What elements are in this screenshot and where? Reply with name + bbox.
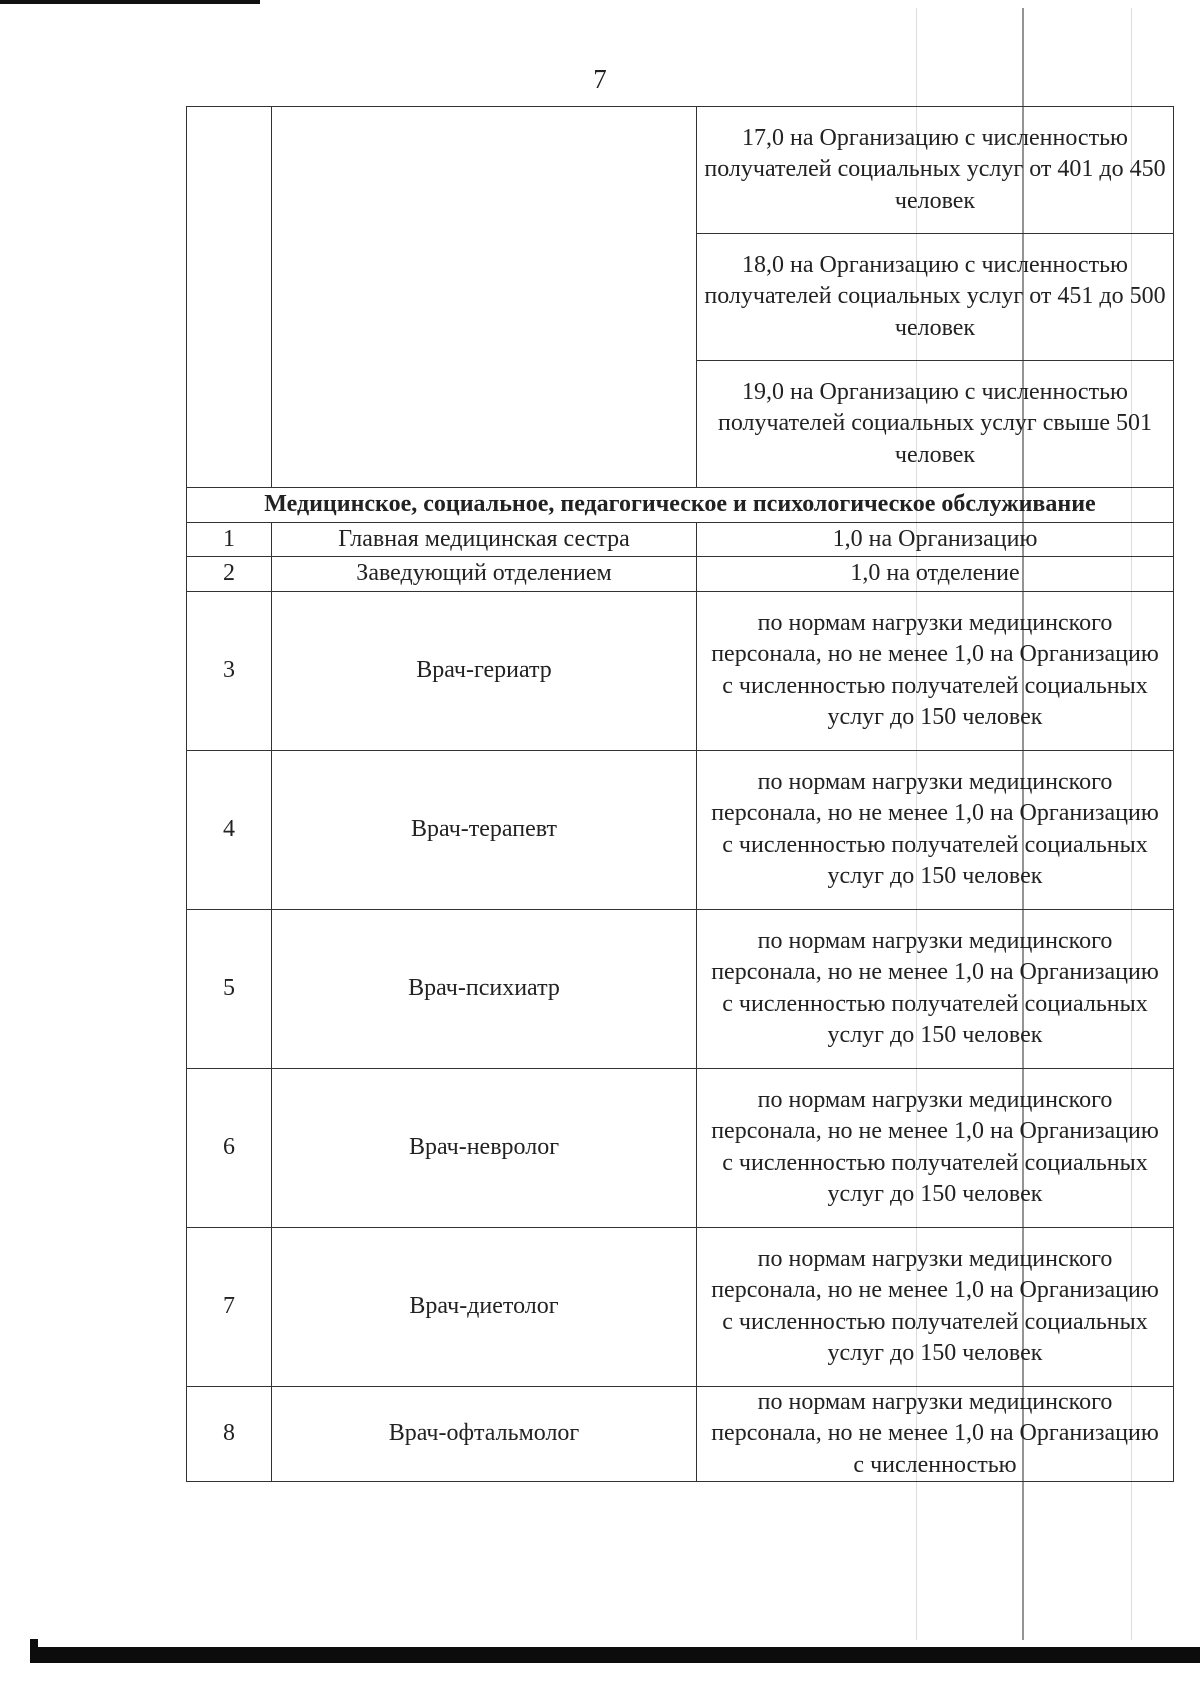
row-number-cell: 6 xyxy=(187,1068,272,1227)
norm-cell: 1,0 на отделение xyxy=(697,557,1174,592)
staffing-table xyxy=(186,106,1174,1482)
table-row xyxy=(187,591,1174,750)
row-number-cell: 4 xyxy=(187,750,272,909)
table-row xyxy=(187,557,1174,592)
position-cell: Врач-офтальмолог xyxy=(272,1386,697,1482)
norm-cell: по нормам нагрузки медицинского персонала, но не менее 1,0 на Организацию с численностью получателей социальных услуг до 150 человек xyxy=(697,1068,1174,1227)
table-row xyxy=(187,750,1174,909)
norm-cell: 17,0 на Организацию с численностью получателей социальных услуг от 401 до 450 человек xyxy=(697,107,1174,234)
continuation-row xyxy=(187,107,1174,234)
position-cell: Врач-гериатр xyxy=(272,591,697,750)
scan-bottom-band-cap xyxy=(30,1639,38,1663)
norm-cell: 18,0 на Организацию с численностью получателей социальных услуг от 451 до 500 человек xyxy=(697,234,1174,361)
table-row xyxy=(187,522,1174,557)
norm-cell: по нормам нагрузки медицинского персонала, но не менее 1,0 на Организацию с численностью получателей социальных услуг до 150 человек xyxy=(697,750,1174,909)
position-cell: Врач-терапевт xyxy=(272,750,697,909)
scan-bottom-band xyxy=(30,1647,1200,1663)
section-heading: Медицинское, социальное, педагогическое и психологическое обслуживание xyxy=(187,488,1174,523)
norm-cell: 1,0 на Организацию xyxy=(697,522,1174,557)
row-number-cell: 3 xyxy=(187,591,272,750)
position-cell xyxy=(272,107,697,488)
position-cell: Врач-невролог xyxy=(272,1068,697,1227)
position-cell: Заведующий отделением xyxy=(272,557,697,592)
row-number-cell xyxy=(187,107,272,488)
page-number: 7 xyxy=(593,64,607,94)
position-cell: Главная медицинская сестра xyxy=(272,522,697,557)
section-heading-row xyxy=(187,488,1174,523)
top-edge-mark xyxy=(0,0,260,4)
row-number-cell: 5 xyxy=(187,909,272,1068)
norm-cell: по нормам нагрузки медицинского персонала, но не менее 1,0 на Организацию с численностью получателей социальных услуг до 150 человек xyxy=(697,591,1174,750)
norm-cell: 19,0 на Организацию с численностью получателей социальных услуг свыше 501 человек xyxy=(697,361,1174,488)
table-row xyxy=(187,909,1174,1068)
row-number-cell: 7 xyxy=(187,1227,272,1386)
position-cell: Врач-психиатр xyxy=(272,909,697,1068)
position-cell: Врач-диетолог xyxy=(272,1227,697,1386)
table-row xyxy=(187,1386,1174,1482)
norm-cell: по нормам нагрузки медицинского персонала, но не менее 1,0 на Организацию с численностью получателей социальных услуг до 150 человек xyxy=(697,909,1174,1068)
table-row xyxy=(187,1068,1174,1227)
norm-cell: по нормам нагрузки медицинского персонала, но не менее 1,0 на Организацию с численностью получателей социальных услуг до 150 человек xyxy=(697,1227,1174,1386)
table-row xyxy=(187,1227,1174,1386)
row-number-cell: 1 xyxy=(187,522,272,557)
norm-cell: по нормам нагрузки медицинского персонала, но не менее 1,0 на Организацию с численностью xyxy=(697,1386,1174,1482)
row-number-cell: 2 xyxy=(187,557,272,592)
row-number-cell: 8 xyxy=(187,1386,272,1482)
